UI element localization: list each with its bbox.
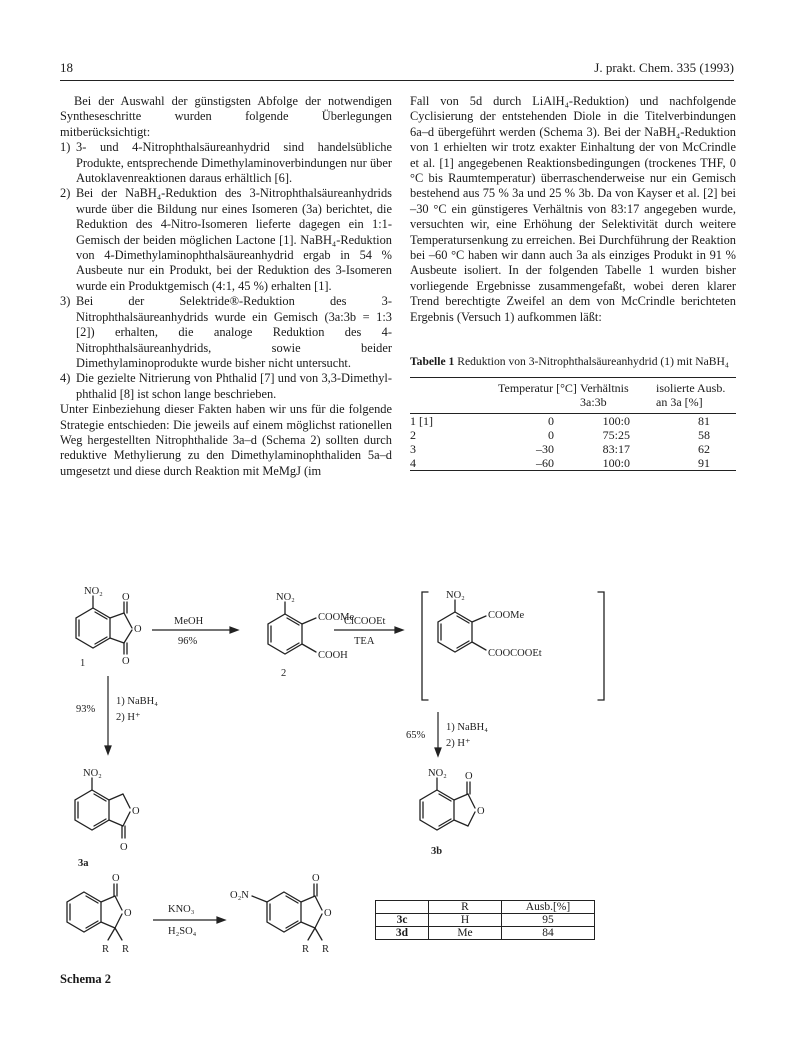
reagent-nabh4: 1) NaBH₄ [116,696,158,707]
header-cell [376,901,429,914]
header-cell: R [429,901,502,914]
table-cell: 81 [698,414,710,429]
label-o: O [324,908,332,919]
table-row [410,428,736,442]
compound-label-2: 2 [281,668,287,679]
compound-label-3b: 3b [431,846,443,857]
yield-96: 96% [178,636,198,647]
label-o: O [122,592,130,603]
list-item [60,371,392,402]
reagent-tea: TEA [354,636,375,647]
yield-93: 93% [76,704,96,715]
label-o: O [120,842,128,853]
list-number: 2) [60,186,71,201]
table-cell: H [429,914,502,927]
table-cell: 1 [1] [410,414,433,429]
table-cell: 100:0 [602,456,630,471]
compound-label-3a: 3a [78,858,89,869]
table-cell: 0 [548,414,554,429]
label-cooh: COOH [318,650,348,661]
mixed-anhydride-structure [422,592,604,700]
label-coome: COOMe [318,612,355,623]
journal-reference: J. prakt. Chem. 335 (1993) [594,60,734,75]
reagent-acid: 2) H⁺ [116,712,141,723]
table-cell: –30 [536,442,554,457]
table-cell: 91 [698,456,710,471]
table-row [410,414,736,429]
label-r: R [122,944,130,955]
list-number: 4) [60,371,71,386]
label-no2: NO₂ [446,590,465,601]
list-item [60,140,392,186]
label-r: R [302,944,310,955]
reaction-arrows [105,627,441,923]
label-r: R [322,944,330,955]
page-header [60,60,734,81]
right-column [410,94,736,471]
list-item [60,294,392,371]
table-caption [410,355,736,369]
results-table [410,377,736,471]
yield-65: 65% [406,730,426,741]
body-paragraph: Fall von 5d durch LiAlH₄-Reduktion) und nachfolgende Cyclisierung der entstehenden Diole in die Titelverbindungen 6a–d übergeführt werden (Schema 3). Bei der NaBH₄-Reduktion von 1 erhielten wir trotz exakter Einhaltung der von McCrindle et al. [1] angegebenen Reaktionsbedingungen (trockenes THF, 0 °C bis Raumtemperatur) überraschenderweise nur ein Gemisch bestehend aus 75 % 3a und 25 % 3b. Da von Kayser et al. [2] bei –30 °C ein günstigeres Verhältnis von 83:17 angegeben wurde, versuchten wir, eine Erhöhung der Selektivität durch weitere Temperatursenkung zu erreichen. Bei Durchführung der Reaktion bei –60 °C haben wir dann auch 3a als einziges Produkt in 91 % Ausbeute isoliert. In der folgenden Tabelle 1 wurden bisher vorliegende Ergebnisse zusammengefaßt, wobei deren klarer Trend berechtigte Zweifel an dem von McCrindle berichteten Ergebnis (Versuch 1) aufkommen läßt: [410,94,736,324]
table-cell: 3 [410,442,416,457]
nitrophthalide-product-structure [252,884,322,940]
label-o: O [124,908,132,919]
reagent-acid: 2) H⁺ [446,738,471,749]
table-row [376,914,595,927]
page-number: 18 [60,60,73,75]
table-header-row [376,901,595,914]
table-row [410,442,736,456]
label-o: O [312,873,320,884]
table-header-row [410,378,736,414]
reagent-meoh: MeOH [174,616,204,627]
table-cell: 100:0 [602,414,630,429]
label-no2: NO₂ [428,768,447,779]
label-r: R [102,944,110,955]
reagent-nabh4: 1) NaBH₄ [446,722,488,733]
intro-paragraph: Bei der Auswahl der günstigsten Abfolge der notwendigen Syntheseschritte wurden folgende Überlegungen mitberücksichtigt: [60,94,392,139]
table-cell: 0 [548,428,554,443]
table-cell: 75:25 [602,428,630,443]
compound-label-1: 1 [80,658,86,669]
compound-2-structure [268,602,316,654]
table-cell: Me [429,927,502,940]
table-row [376,927,595,940]
compound-3a-structure [75,778,130,838]
label-o: O [122,656,130,667]
header-cell: Temperatur [°C] [498,381,577,396]
list-text: 3- und 4-Nitrophthalsäureanhydrid sind handelsübliche Produkte, entsprechende Dimethylaminoverbindungen nur über Autoklavenreaktionen daraus erhältlich [6]. [76,140,392,186]
table-caption-text: Reduktion von 3-Nitrophthalsäureanhydrid (1) mit NaBH₄ [457,355,729,369]
reagent-h2so4: H₂SO₄ [168,926,197,937]
table-cell: 58 [698,428,710,443]
label-no2: NO₂ [276,592,295,603]
table-cell: 83:17 [602,442,630,457]
closing-paragraph: Unter Einbeziehung dieser Fakten haben wir uns für die folgende Strategie entschieden: Die jeweils auf einem möglichst rationellen Weg hergestellten Nitrophthalide 3a–d (Schema 2) sollten durch reduktive Methylierung zu den Dimethylaminophthaliden 5a–d umgesetzt und diese durch Reaktion mit MeMgJ (im [60,402,392,478]
left-column [60,94,392,479]
header-cell: Verhältnis 3a:3b [580,381,629,410]
list-text: Bei der NaBH₄-Reduktion des 3-Nitrophthalsäureanhydrids wurde über die Bildung nur eines Isomeren (3a) berichtet, die Reduktion des 4-Nitro-Isomeren lieferte dagegen ein 1:1-Gemisch der beiden möglichen Lactone [1]. NaBH₄-Reduktion von 4-Dimethylaminophthalsäureanhydrid ergab in 54 % Ausbeute nur ein Produkt, bei der Reduktion des 3-Isomeren wurde ein Produktgemisch (4:1, 45 %) erhalten [1]. [76,186,392,293]
reagent-kno3: KNO₃ [168,904,195,915]
table-cell: 4 [410,456,416,471]
header-cell: Ausb.[%] [502,901,595,914]
label-o: O [477,806,485,817]
reaction-scheme [40,580,760,1020]
label-o2n: O₂N [230,890,249,901]
list-text: Die gezielte Nitrierung von Phthalid [7] und von 3,3-Dimethyl-phthalid [8] ist schon lange beschrieben. [76,371,392,401]
list-number: 3) [60,294,71,309]
table-cell: 2 [410,428,416,443]
table-row [410,456,736,471]
scheme-yield-table [375,900,595,940]
label-coome: COOMe [488,610,525,621]
label-o: O [112,873,120,884]
compound-1-structure [76,596,132,654]
header-cell [410,378,498,414]
compound-3b-structure [420,778,475,830]
table-cell: 62 [698,442,710,457]
scheme-caption: Schema 2 [60,972,112,986]
table-cell: 3d [376,927,429,940]
phthalide-reactant-structure [67,884,122,940]
list-item [60,186,392,294]
table-cell: 3c [376,914,429,927]
list-number: 1) [60,140,71,155]
header-cell: isolierte Ausb. an 3a [%] [656,381,726,410]
table-cell: 84 [502,927,595,940]
label-o: O [132,806,140,817]
table-label: Tabelle 1 [410,355,455,369]
label-o: O [465,771,473,782]
table-cell: –60 [536,456,554,471]
label-cocoet: COOCOOEt [488,648,542,659]
label-o: O [134,624,142,635]
label-no2: NO₂ [84,586,103,597]
list-text: Bei der Selektride®-Reduktion des 3-Nitrophthalsäureanhydrids wurde ein Gemisch (3a:3b = 1:3 [2]) erhalten, die analoge Reduktion des 4-Nitrophthalsäureanhydrids, sowie beider Dimethylaminoprodukte wurde bisher nicht untersucht. [76,294,392,370]
reagent-clcooet: ClCOOEt [344,616,386,627]
table-cell: 95 [502,914,595,927]
label-no2: NO₂ [83,768,102,779]
